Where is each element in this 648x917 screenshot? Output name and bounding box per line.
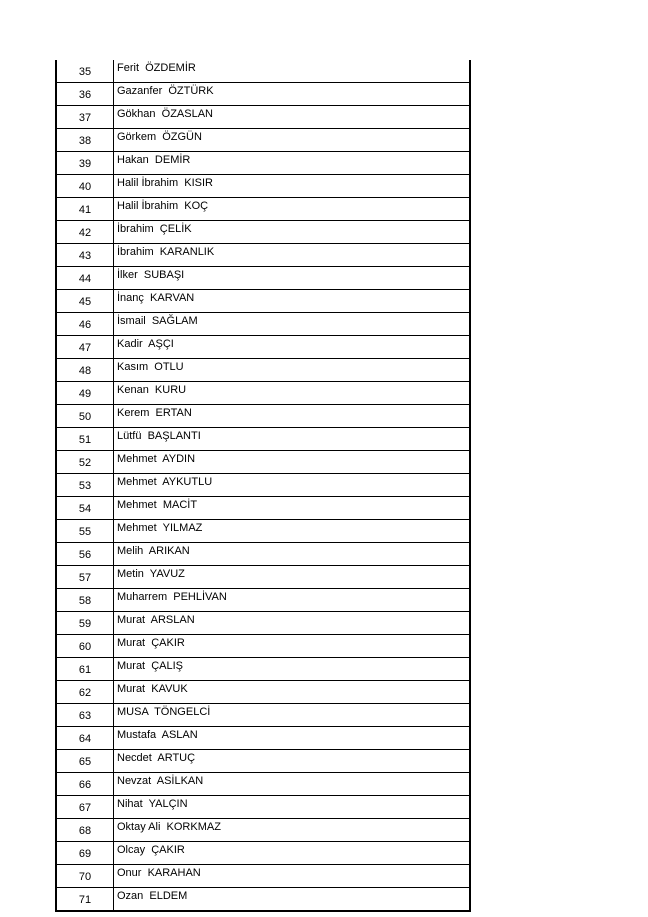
person-name-cell: Onur KARAHAN [114, 865, 471, 888]
row-number-cell: 48 [56, 359, 114, 382]
row-number-cell: 71 [56, 888, 114, 912]
table-row [56, 198, 470, 221]
table-row [56, 796, 470, 819]
row-number-cell: 57 [56, 566, 114, 589]
table-row [56, 175, 470, 198]
row-number-cell: 49 [56, 382, 114, 405]
row-number-cell: 37 [56, 106, 114, 129]
person-name-cell: Ferit ÖZDEMİR [114, 60, 471, 83]
person-name-cell: Kerem ERTAN [114, 405, 471, 428]
table-row [56, 566, 470, 589]
row-number-cell: 40 [56, 175, 114, 198]
person-name-cell: Mehmet MACİT [114, 497, 471, 520]
person-name-cell: Muharrem PEHLİVAN [114, 589, 471, 612]
row-number-cell: 47 [56, 336, 114, 359]
row-number-cell: 44 [56, 267, 114, 290]
table-row [56, 129, 470, 152]
row-number-cell: 70 [56, 865, 114, 888]
table-row [56, 336, 470, 359]
row-number-cell: 35 [56, 60, 114, 83]
row-number-cell: 58 [56, 589, 114, 612]
row-number-cell: 36 [56, 83, 114, 106]
person-name-cell: Nevzat ASİLKAN [114, 773, 471, 796]
row-number-cell: 41 [56, 198, 114, 221]
row-number-cell: 46 [56, 313, 114, 336]
person-name-cell: Mustafa ASLAN [114, 727, 471, 750]
table-row [56, 359, 470, 382]
row-number-cell: 43 [56, 244, 114, 267]
table-row [56, 773, 470, 796]
table-row [56, 267, 470, 290]
person-name-cell: İbrahim KARANLIK [114, 244, 471, 267]
row-number-cell: 53 [56, 474, 114, 497]
person-name-cell: Murat ÇAKIR [114, 635, 471, 658]
person-name-cell: Ozan ELDEM [114, 888, 471, 912]
row-number-cell: 55 [56, 520, 114, 543]
table-row [56, 658, 470, 681]
person-name-cell: İlker SUBAŞI [114, 267, 471, 290]
table-row [56, 382, 470, 405]
table-row [56, 819, 470, 842]
row-number-cell: 50 [56, 405, 114, 428]
row-number-cell: 39 [56, 152, 114, 175]
person-name-cell: Mehmet AYKUTLU [114, 474, 471, 497]
row-number-cell: 62 [56, 681, 114, 704]
table-row [56, 152, 470, 175]
table-row [56, 543, 470, 566]
person-name-cell: Hakan DEMİR [114, 152, 471, 175]
table-row [56, 313, 470, 336]
person-name-cell: Görkem ÖZGÜN [114, 129, 471, 152]
table-row [56, 520, 470, 543]
person-name-cell: Olcay ÇAKIR [114, 842, 471, 865]
person-name-cell: Kadir AŞÇI [114, 336, 471, 359]
row-number-cell: 69 [56, 842, 114, 865]
row-number-cell: 59 [56, 612, 114, 635]
table-row [56, 612, 470, 635]
person-name-cell: Murat ARSLAN [114, 612, 471, 635]
person-name-cell: Mehmet AYDIN [114, 451, 471, 474]
table-row [56, 497, 470, 520]
row-number-cell: 63 [56, 704, 114, 727]
row-number-cell: 42 [56, 221, 114, 244]
person-name-cell: Gazanfer ÖZTÜRK [114, 83, 471, 106]
table-row [56, 221, 470, 244]
table-row [56, 451, 470, 474]
row-number-cell: 65 [56, 750, 114, 773]
person-name-cell: Kenan KURU [114, 382, 471, 405]
person-name-cell: Nihat YALÇIN [114, 796, 471, 819]
person-name-cell: Murat ÇALIŞ [114, 658, 471, 681]
person-name-cell: Halil İbrahim KOÇ [114, 198, 471, 221]
row-number-cell: 61 [56, 658, 114, 681]
table-row [56, 83, 470, 106]
table-row [56, 405, 470, 428]
row-number-cell: 64 [56, 727, 114, 750]
person-name-cell: Gökhan ÖZASLAN [114, 106, 471, 129]
table-row [56, 865, 470, 888]
person-name-cell: MUSA TÖNGELCİ [114, 704, 471, 727]
person-name-cell: Halil İbrahim KISIR [114, 175, 471, 198]
table-row [56, 474, 470, 497]
table-row [56, 888, 470, 912]
row-number-cell: 60 [56, 635, 114, 658]
table-row [56, 589, 470, 612]
person-name-cell: İsmail SAĞLAM [114, 313, 471, 336]
table-row [56, 635, 470, 658]
person-name-cell: Melih ARIKAN [114, 543, 471, 566]
person-name-cell: İbrahim ÇELİK [114, 221, 471, 244]
person-name-cell: Metin YAVUZ [114, 566, 471, 589]
row-number-cell: 66 [56, 773, 114, 796]
table-row [56, 681, 470, 704]
table-row [56, 727, 470, 750]
row-number-cell: 52 [56, 451, 114, 474]
table-row [56, 244, 470, 267]
row-number-cell: 45 [56, 290, 114, 313]
row-number-cell: 67 [56, 796, 114, 819]
person-name-cell: Murat KAVUK [114, 681, 471, 704]
person-name-cell: Necdet ARTUÇ [114, 750, 471, 773]
table-row [56, 60, 470, 83]
person-name-cell: Kasım OTLU [114, 359, 471, 382]
table-row [56, 106, 470, 129]
table-row [56, 750, 470, 773]
name-list-table [55, 60, 471, 912]
person-name-cell: Mehmet YILMAZ [114, 520, 471, 543]
person-name-cell: Oktay Ali KORKMAZ [114, 819, 471, 842]
table-row [56, 428, 470, 451]
table-row [56, 290, 470, 313]
row-number-cell: 38 [56, 129, 114, 152]
table-row [56, 704, 470, 727]
person-name-cell: Lütfü BAŞLANTI [114, 428, 471, 451]
row-number-cell: 51 [56, 428, 114, 451]
name-list-body [56, 60, 470, 911]
row-number-cell: 68 [56, 819, 114, 842]
row-number-cell: 54 [56, 497, 114, 520]
table-row [56, 842, 470, 865]
person-name-cell: İnanç KARVAN [114, 290, 471, 313]
row-number-cell: 56 [56, 543, 114, 566]
